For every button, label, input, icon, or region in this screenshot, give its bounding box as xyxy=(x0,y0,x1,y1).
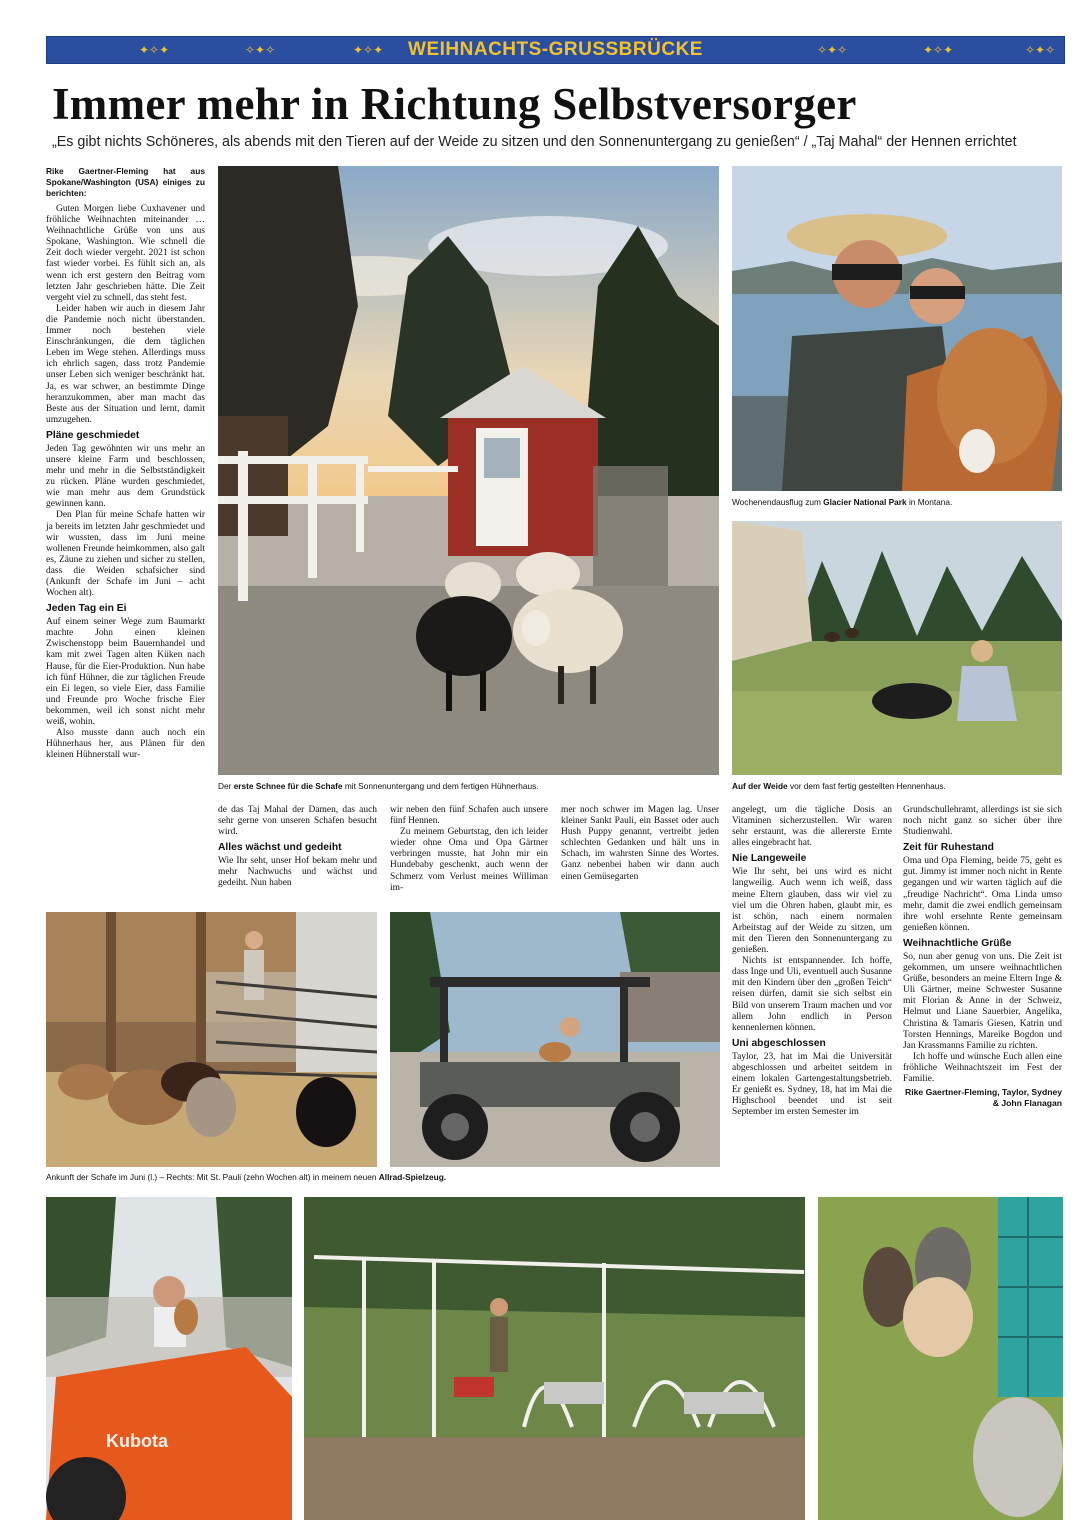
caption-pasture xyxy=(732,781,1062,791)
photo-sheep-barn xyxy=(46,912,377,1167)
paragraph: Den Plan für meine Schafe hatten wir ja bereits im letzten Jahr geschmiedet und wir wussten, dass im Juni meine wollenen Freunde heimkommen, also galt es, Zäune zu ziehen und sicher zu stellen, dass die Weiden schafsicher sind (Ankunft der Schafe im Juni – acht Wochen alt). xyxy=(46,510,205,599)
paragraph: Ich hoffe und wünsche Euch allen eine fröhliche Weihnachtszeit im Fest der Familie. xyxy=(903,1051,1062,1084)
banner-title: WEIHNACHTS-GRUSSBRÜCKE xyxy=(408,39,703,60)
text-column-3 xyxy=(390,805,548,894)
photo-garden xyxy=(304,1197,805,1520)
svg-text:✧✦✧: ✧✦✧ xyxy=(1025,43,1056,56)
photo-atv xyxy=(390,912,720,1167)
subheading-gruesse: Weihnachtliche Grüße xyxy=(903,937,1012,949)
photo-hens xyxy=(818,1197,1063,1520)
text-column-1 xyxy=(46,166,205,761)
caption-text: mit Sonnenuntergang und dem fertigen Hühnerhaus. xyxy=(342,781,539,791)
paragraph: Wie Ihr seht, bei uns wird es nicht langweilig. Auch wenn ich weiß, dass meine Eltern glauben, dass wir viel zu viel um die Ohren haben, glaubt mir, es ist schön, nach einem normalen Arbeitstag auf der Weide zu sitzen, um mit den Tieren den Sonnenuntergang zu genießen. xyxy=(732,867,892,956)
caption-glacier xyxy=(732,497,1062,507)
photo-sheep-henhouse xyxy=(218,166,719,775)
caption-bold: Auf der Weide xyxy=(732,781,788,791)
caption-text: Wochenendausflug zum xyxy=(732,497,824,507)
paragraph: angelegt, um die tägliche Dosis an Vitaminen sicherzustellen. Wir waren sehr erstaunt, was die allererste Ernte alles eingebracht hat. xyxy=(732,805,892,849)
paragraph: Also musste dann auch noch ein Hühnerhaus her, aus Plänen für den kleinen Hühnerstall wur- xyxy=(46,728,205,761)
svg-text:✧✦✧: ✧✦✧ xyxy=(817,43,848,56)
svg-text:✦✧✦: ✦✧✦ xyxy=(923,43,954,56)
text-column-5 xyxy=(732,805,892,1118)
tractor-brand-lettering: Kubota xyxy=(106,1431,168,1451)
subheading-plaene: Pläne geschmiedet xyxy=(46,429,140,441)
caption-main-photo xyxy=(218,781,719,791)
article-lead: Rike Gaertner-Fleming hat aus Spokane/Washington (USA) einiges zu berichten: xyxy=(46,166,205,198)
paragraph: Guten Morgen liebe Cuxhavener und fröhliche Weihnachten miteinander … Weihnachtliche Grüße von uns aus Spokane, Washington. Wie schnell die Zeit doch wieder vergeht. 2021 ist schon fast wieder vorbei. Es fühlt sich an, als wenn ich erst gestern den Beitrag vom letzten Jahr geschrieben hätte. Die Zeit vergeht viel zu schnell, das steht fest. xyxy=(46,204,205,303)
paragraph: Taylor, 23, hat im Mai die Universität abgeschlossen und arbeitet seitdem in einem lokalen Gartengestaltungsbetrieb. Er genießt es. Sydney, 18, hat im Mai die Highschool beendet und ist seit September im ersten Semester im xyxy=(732,1051,892,1118)
paragraph: Oma und Opa Fleming, beide 75, geht es gut. Jimmy ist immer noch nicht in Rente gegangen und wir warten täglich auf die „freudige Nachricht“. Oma Linda umso mehr, damit die zwei endlich gemeinsam ihre wohl ersehnte Rente gemeinsam genießen können. xyxy=(903,856,1062,933)
caption-text: Ankunft der Schafe im Juni (l.) – Rechts: Mit St. Pauli (zehn Wochen alt) in meinem neuen xyxy=(46,1172,379,1182)
section-banner xyxy=(46,36,1065,64)
caption-text: vor dem fast fertig gestellten Hennenhaus. xyxy=(787,781,946,791)
text-column-2 xyxy=(218,805,377,890)
paragraph: Zu meinem Geburtstag, den ich leider wieder ohne Oma und Opa Gärtner verbringen musste, hat John mir ein Hundebaby geschenkt, auch wenn der Schmerz vom Verlust meines Williman im- xyxy=(390,827,548,893)
paragraph: Nichts ist entspannender. Ich hoffe, dass Inge und Uli, eventuell auch Susanne mit den Kindern über den „großen Teich“ reisen dürfen, damit sie sich selbst ein Bild von unserem Traum machen und vor allem John endlich in Person kennenlernen können. xyxy=(732,956,892,1033)
caption-sheep-atv xyxy=(46,1172,720,1182)
subheading-jeden-tag: Jeden Tag ein Ei xyxy=(46,603,127,615)
subheadline: „Es gibt nichts Schöneres, als abends mit den Tieren auf der Weide zu sitzen und den Sonnenuntergang zu genießen“ / „Taj Mahal“ der Hennen errichtet xyxy=(52,134,1017,150)
photo-glacier-selfie xyxy=(732,166,1062,491)
text-column-6 xyxy=(903,805,1062,1109)
svg-text:✧✦✧: ✧✦✧ xyxy=(245,43,276,56)
subheading-waechst: Alles wächst und gedeiht xyxy=(218,842,342,854)
subheading-langeweile: Nie Langeweile xyxy=(732,853,807,865)
caption-bold: Allrad-Spielzeug. xyxy=(378,1172,447,1182)
photo-pasture xyxy=(732,521,1062,775)
subheading-ruhestand: Zeit für Ruhestand xyxy=(903,842,994,854)
paragraph: mer noch schwer im Magen lag. Unser kleiner Sankt Pauli, ein Basset oder auch Hush Puppy genannt, vertreibt jeden schlechten Gedanken und hält uns in Schach, im wahrsten Sinne des Wortes. Ganz nebenbei haben wir dann auch einen Gemüsegarten xyxy=(561,805,719,882)
paragraph: Leider haben wir auch in diesem Jahr die Pandemie noch nicht überstanden. Immer noch bestehen viele Einschränkungen, die dem täglichen Leben im Wege stehen. Allerdings muss ich ehrlich sagen, dass trotz Pandemie unser Leben sich weniger beschränkt hat. Ja, es war schwer, an bestimmte Dinge heranzukommen, aber man macht das Beste aus der Situation und lernt, damit umzugehen. xyxy=(46,303,205,425)
photo-tractor xyxy=(46,1197,292,1520)
svg-text:✦✧✦: ✦✧✦ xyxy=(353,43,384,56)
paragraph: de das Taj Mahal der Damen, das auch sehr gerne von unseren Schafen besucht wird. xyxy=(218,805,377,838)
subheading-uni: Uni abgeschlossen xyxy=(732,1037,826,1049)
paragraph: wir neben den fünf Schafen auch unsere fünf Hennen. xyxy=(390,805,548,827)
caption-bold: Glacier National Park xyxy=(823,497,907,507)
paragraph: Grundschullehramt, allerdings ist sie sich noch nicht ganz so sicher über ihre Studienwahl. xyxy=(903,805,1062,838)
headline: Immer mehr in Richtung Selbstversorger xyxy=(52,79,857,129)
text-column-4 xyxy=(561,805,719,883)
caption-text: in Montana. xyxy=(906,497,953,507)
caption-text: Der xyxy=(218,781,232,791)
caption-bold: erste Schnee für die Schafe xyxy=(233,781,343,791)
paragraph: Auf einem seiner Wege zum Baumarkt machte John einen kleinen Zwischenstopp beim Bauernhandel und kam mit zwei Tagen alten Küken nach Hause, für die Eier-Produktion. Nun habe ich fünf Hühner, die zur täglichen Freude ein Ei legen, so viele Eier, dass Familie und Freunde pro Woche frische Eier bekommen, weil ich sonst nicht mehr weiß, wohin. xyxy=(46,617,205,728)
svg-text:✦✧✦: ✦✧✦ xyxy=(139,43,170,56)
signature: Rike Gaertner-Fleming, Taylor, Sydney & John Flanagan xyxy=(905,1087,1062,1109)
paragraph: Wie Ihr seht, unser Hof bekam mehr und mehr Nachwuchs und wächst und gedeiht. Nun haben xyxy=(218,856,377,889)
paragraph: So, nun aber genug von uns. Die Zeit ist gekommen, um unsere weihnachtlichen Grüße, besonders an meine Eltern Inge & Uli Gärtner, meine Schwester Susanne mit Florian & Anne in der Schweiz, Helmut und Liane Sauerbier, Angelika, Christina & Tamaris Giesen, Katrin und Torsten Hennings, Mareike Bogdon und Jan Krassmanns Familie zu richten. xyxy=(903,951,1062,1051)
paragraph: Jeden Tag gewöhnten wir uns mehr an unsere kleine Farm und beschlossen, mehr und mehr in die Selbstständigkeit zu rücken. Pläne wurden geschmiedet, wie man mehr aus dem Grundstück gewinnen kann. xyxy=(46,443,205,510)
